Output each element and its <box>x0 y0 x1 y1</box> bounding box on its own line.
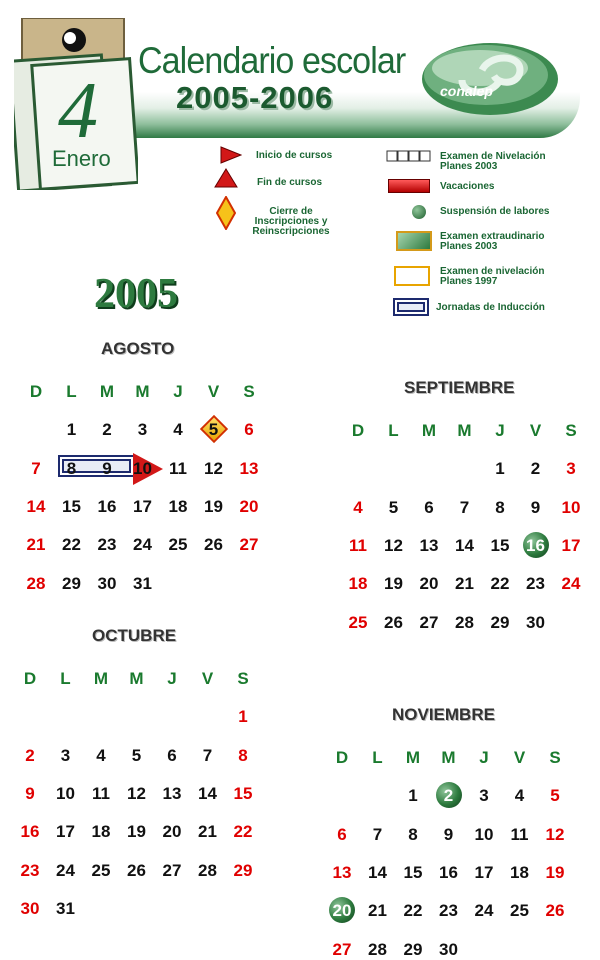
month-title-agosto: AGOSTO <box>101 339 175 358</box>
calendar-day: 14 <box>26 496 46 516</box>
calendar-day: 5 <box>208 420 219 440</box>
weekday-header: D <box>23 669 37 688</box>
weekday-header: J <box>173 382 183 401</box>
calendar-day: 14 <box>368 862 387 882</box>
calendar-day: 23 <box>526 574 545 594</box>
calendar-day: 2 <box>102 420 112 440</box>
calendar-day: 8 <box>495 497 505 517</box>
calendar-day: 6 <box>167 745 177 765</box>
end-course-icon <box>214 168 238 188</box>
calendar-day: 27 <box>419 612 439 632</box>
calendar-day: 20 <box>239 496 259 516</box>
calendar-day: 23 <box>97 535 117 555</box>
weekday-header: V <box>513 748 526 767</box>
calendar-day: 13 <box>239 458 259 478</box>
calendar-day: 22 <box>62 535 81 555</box>
calendar-day: 19 <box>204 496 223 516</box>
calendar-day: 21 <box>198 822 217 842</box>
legend-cierre: Cierre de Inscripciones y Reinscripciones <box>252 206 330 237</box>
calendar-day: 27 <box>162 860 182 880</box>
calendar-day: 27 <box>332 939 352 959</box>
calendar-day: 14 <box>198 783 217 803</box>
weekday-header: M <box>129 669 144 688</box>
calendar-day: 29 <box>233 860 253 880</box>
calendar-day: 4 <box>96 745 106 765</box>
calendar-day: 9 <box>443 824 454 844</box>
vacation-icon <box>388 179 430 193</box>
calendar-day: 25 <box>168 535 188 555</box>
calendar-day: 20 <box>162 822 182 842</box>
conalep-logo <box>420 40 560 118</box>
calendar-day: 16 <box>439 862 458 882</box>
calendar-day: 31 <box>56 898 75 918</box>
induction-icon <box>393 298 429 316</box>
calendar-day: 11 <box>510 824 529 844</box>
weekday-header: L <box>60 669 71 688</box>
weekday-header: S <box>549 748 561 767</box>
calendar-day: 21 <box>368 901 387 921</box>
calendar-day: 26 <box>204 535 223 555</box>
calendar-day: 11 <box>92 783 110 803</box>
calendar-day: 15 <box>233 783 253 803</box>
calendar-day: 1 <box>408 786 418 806</box>
calendar-day: 18 <box>348 574 368 594</box>
calendar-day: 11 <box>349 535 367 555</box>
weekday-header: M <box>457 421 472 440</box>
calendar-day: 9 <box>530 497 541 517</box>
calendar-icon-month: Enero <box>52 146 111 171</box>
calendar-day: 3 <box>60 745 71 765</box>
calendar-day: 26 <box>127 860 146 880</box>
calendar-day: 9 <box>102 458 112 478</box>
calendar-day: 24 <box>133 535 152 555</box>
suspension-icon <box>412 205 426 219</box>
calendar-day: 8 <box>238 745 248 765</box>
calendar-day: 30 <box>20 898 40 918</box>
calendar-day: 16 <box>526 535 545 555</box>
legend-fin: Fin de cursos <box>257 177 323 188</box>
calendar-day: 4 <box>353 497 363 517</box>
weekday-header: D <box>29 382 43 401</box>
calendar-day: 12 <box>127 783 146 803</box>
calendar-day: 15 <box>490 535 510 555</box>
calendar-day: 15 <box>62 496 81 516</box>
calendar-day: 20 <box>419 574 439 594</box>
calendar-day: 17 <box>56 822 75 842</box>
weekday-header: S <box>243 382 255 401</box>
weekday-header: L <box>66 382 77 401</box>
calendar-day: 3 <box>566 459 576 479</box>
weekday-header: L <box>372 748 383 767</box>
calendar-day: 16 <box>97 496 117 516</box>
calendar-icon-number: 4 <box>58 67 98 155</box>
legend-jornadas: Jornadas de Inducción <box>436 302 545 313</box>
calendar-day: 4 <box>514 786 525 806</box>
calendar-day: 3 <box>137 420 148 440</box>
calendar-day: 29 <box>62 573 81 593</box>
extraordinary-exam-icon <box>396 231 432 251</box>
year-heading: 2005 <box>94 271 178 317</box>
leveling-exam-1997-icon <box>394 266 430 286</box>
calendar-day: 13 <box>419 535 439 555</box>
calendar-day: 28 <box>455 612 474 632</box>
calendar-day: 4 <box>173 420 183 440</box>
calendar-day: 17 <box>133 496 152 516</box>
start-course-icon <box>220 146 242 164</box>
calendar-day: 18 <box>510 862 529 882</box>
weekday-header: M <box>99 382 115 401</box>
calendar-day: 23 <box>439 901 458 921</box>
weekday-header: V <box>207 382 220 401</box>
calendar-day: 8 <box>66 458 77 478</box>
calendar-day: 1 <box>66 420 77 440</box>
calendar-day: 11 <box>169 458 187 478</box>
calendar-day: 22 <box>403 901 423 921</box>
legend-suspension: Suspensión de labores <box>440 206 550 217</box>
calendar-day: 20 <box>332 901 352 921</box>
leveling-exam-2003-icon <box>386 150 432 162</box>
calendar-day: 21 <box>455 574 474 594</box>
calendar-day: 1 <box>238 707 248 727</box>
page-title: Calendario escolar <box>138 40 406 81</box>
calendar-day: 5 <box>388 497 399 517</box>
weekday-header: S <box>565 421 577 440</box>
calendar-day: 31 <box>133 573 152 593</box>
calendar-day: 6 <box>337 824 347 844</box>
calendar-day: 21 <box>26 535 46 555</box>
calendar-day: 24 <box>474 901 494 921</box>
calendar-day: 10 <box>474 824 494 844</box>
calendar-day: 19 <box>545 862 565 882</box>
calendar-day: 25 <box>91 860 111 880</box>
school-year: 2005-2006 <box>176 80 334 115</box>
calendar-day: 7 <box>202 745 213 765</box>
calendar-day: 7 <box>31 458 41 478</box>
calendar-day: 5 <box>131 745 142 765</box>
weekday-header: J <box>479 748 489 767</box>
weekday-header: M <box>405 748 421 767</box>
calendar-day: 12 <box>545 824 565 844</box>
calendar-day: 14 <box>455 535 474 555</box>
legend-inicio: Inicio de cursos <box>256 150 333 161</box>
weekday-header: M <box>93 669 109 688</box>
enrollment-close-icon <box>216 196 236 230</box>
calendar-day: 24 <box>56 860 75 880</box>
calendar-day: 10 <box>133 458 152 478</box>
calendar-day: 10 <box>561 497 581 517</box>
legend-examen-1997: Examen de nivelación Planes 1997 <box>440 266 545 287</box>
weekday-header: M <box>441 748 456 767</box>
legend-vacaciones: Vacaciones <box>440 181 495 192</box>
legend-examen-nivelacion-2003: Examen de Nivelación Planes 2003 <box>440 151 546 172</box>
weekday-header: M <box>135 382 150 401</box>
calendar-day: 30 <box>97 573 117 593</box>
calendar-day: 10 <box>56 783 75 803</box>
calendar-day: 17 <box>474 862 494 882</box>
calendar-day: 25 <box>510 901 529 921</box>
calendar-day: 17 <box>561 535 581 555</box>
calendar-day: 28 <box>368 939 387 959</box>
calendar-day: 22 <box>490 574 510 594</box>
weekday-header: L <box>388 421 399 440</box>
calendar-day: 3 <box>479 786 489 806</box>
calendar-day: 19 <box>127 822 146 842</box>
weekday-header: M <box>421 421 437 440</box>
logo-label: conalep <box>440 83 493 99</box>
month-title-septiembre: SEPTIEMBRE <box>404 378 515 397</box>
month-title-noviembre: NOVIEMBRE <box>392 705 495 724</box>
calendar-day: 9 <box>25 783 35 803</box>
calendar-day: 5 <box>550 786 560 806</box>
calendar-day: 1 <box>495 459 505 479</box>
calendar-day: 6 <box>424 497 434 517</box>
calendar-day: 29 <box>403 939 423 959</box>
calendar-day: 12 <box>384 535 403 555</box>
calendar-day: 25 <box>348 612 368 632</box>
weekday-header: D <box>335 748 349 767</box>
calendar-day: 7 <box>459 497 470 517</box>
calendar-day: 19 <box>384 574 403 594</box>
weekday-header: D <box>351 421 365 440</box>
calendar-day: 2 <box>443 786 454 806</box>
calendar-day: 30 <box>439 939 458 959</box>
calendar-day: 8 <box>408 824 418 844</box>
calendar-day: 18 <box>91 822 111 842</box>
calendar-day: 13 <box>332 862 352 882</box>
calendar-day: 6 <box>244 420 254 440</box>
weekday-header: J <box>167 669 177 688</box>
weekday-header: V <box>201 669 214 688</box>
calendar-day: 16 <box>20 822 40 842</box>
calendar-day: 26 <box>545 901 565 921</box>
calendar-day: 23 <box>20 860 40 880</box>
calendar-day: 2 <box>530 459 541 479</box>
calendar-day: 27 <box>239 535 259 555</box>
calendar-day: 28 <box>26 573 46 593</box>
calendar-day: 22 <box>233 822 253 842</box>
legend-examen-extra: Examen extraudinario Planes 2003 <box>440 231 545 252</box>
calendar-day: 2 <box>25 745 35 765</box>
calendar-day: 28 <box>198 860 217 880</box>
calendar-day: 24 <box>561 574 581 594</box>
calendar-day: 7 <box>372 824 383 844</box>
month-title-octubre: OCTUBRE <box>92 626 177 645</box>
calendar-day: 29 <box>490 612 510 632</box>
calendar-day: 30 <box>526 612 545 632</box>
weekday-header: V <box>529 421 542 440</box>
calendar-day: 13 <box>162 783 182 803</box>
calendar-day: 15 <box>403 862 423 882</box>
calendar-day: 26 <box>384 612 403 632</box>
calendar-day: 12 <box>204 458 223 478</box>
weekday-header: J <box>495 421 505 440</box>
calendar-day: 18 <box>168 496 188 516</box>
weekday-header: S <box>237 669 249 688</box>
